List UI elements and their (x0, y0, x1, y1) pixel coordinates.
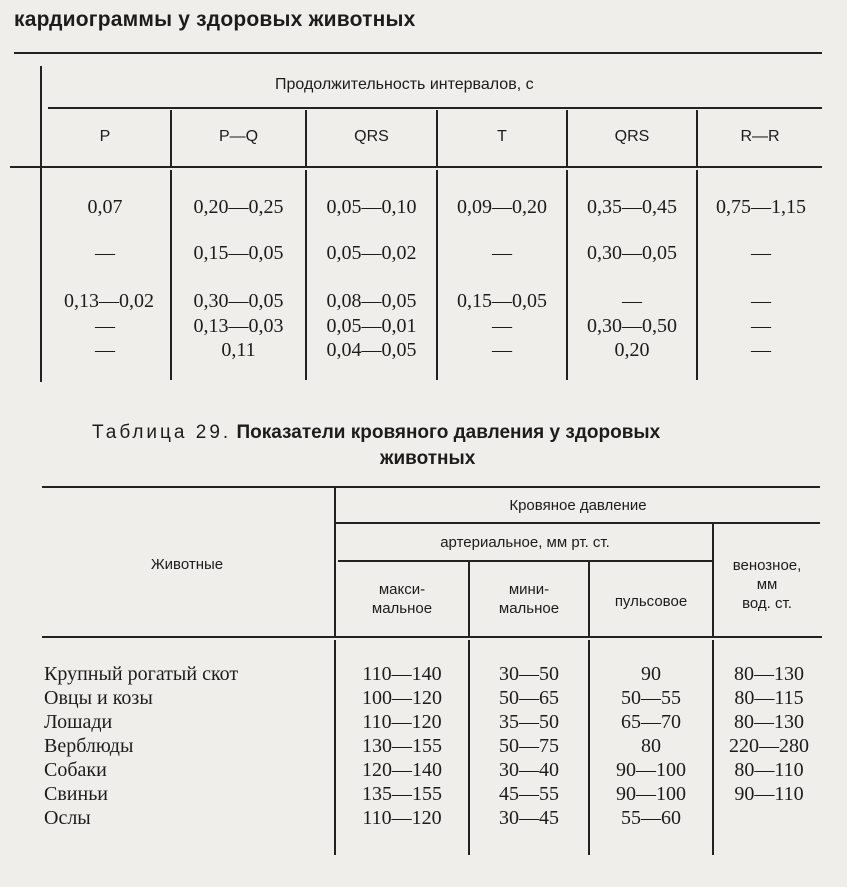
t2-r3-pulse: 65—70 (621, 711, 681, 733)
t1-r4-c6: — (751, 315, 771, 337)
t2-r5-venous: 80—110 (734, 759, 804, 781)
t2-col-venous-line3: вод. ст. (742, 595, 792, 612)
t1-r3-c6: — (751, 290, 771, 312)
t2-r6-min: 45—55 (499, 783, 559, 805)
t1-col-qrs2: QRS (614, 128, 650, 145)
t2-r3-venous: 80—130 (734, 711, 804, 733)
t2-r1-min: 30—50 (499, 663, 559, 685)
table2-label: Таблица 29. (92, 422, 232, 443)
t2-col-min-line2: мальное (498, 600, 560, 617)
t2-col-max (336, 580, 468, 618)
t2-r7-animal: Ослы (44, 807, 91, 829)
t2-r6-pulse: 90—100 (616, 783, 686, 805)
t1-r2-c6: — (751, 242, 771, 264)
t2-r2-pulse: 50—55 (621, 687, 681, 709)
t2-r6-venous: 90—110 (734, 783, 804, 805)
table1-header-rule (10, 166, 822, 168)
t2-r1-max: 110—140 (362, 663, 442, 685)
t2-col-animals: Животные (150, 556, 224, 573)
t1-r2-c5: 0,30—0,05 (587, 242, 677, 264)
t1-r5-c5: 0,20 (614, 339, 650, 361)
t1-r2-c4: — (492, 242, 512, 264)
t2-r2-venous: 80—115 (734, 687, 804, 709)
t2-col-max-line1: макси- (378, 581, 426, 598)
t1-r1-c6: 0,75—1,15 (716, 196, 806, 218)
t1-r4-c3: 0,05—0,01 (326, 315, 417, 337)
t2-r4-max: 130—155 (362, 735, 442, 757)
t1-col-t: T (497, 128, 507, 145)
t1-col-rr: R—R (740, 128, 780, 145)
t2-col-max-line2: мальное (371, 600, 433, 617)
table1-top-rule (14, 52, 822, 54)
t1-col-p: P (99, 128, 111, 145)
t1-r2-c1: — (95, 242, 115, 264)
t1-r2-c3: 0,05—0,02 (326, 242, 417, 264)
t2-r5-min: 30—40 (499, 759, 559, 781)
t1-r1-c4: 0,09—0,20 (457, 196, 547, 218)
t2-r1-venous: 80—130 (734, 663, 804, 685)
t2-subgroup-arterial: артериальное, мм рт. ст. (440, 534, 610, 551)
table1-title: кардиограммы у здоровых животных (14, 8, 416, 31)
table2-title (92, 422, 660, 444)
t2-col-pulse: пульсовое (614, 593, 688, 610)
t1-r5-c1: — (95, 339, 115, 361)
t2-col-venous-line2: мм (756, 576, 778, 593)
t2-r4-animal: Верблюды (44, 735, 134, 757)
t2-r2-animal: Овцы и козы (44, 687, 153, 709)
t1-r1-c5: 0,35—0,45 (587, 196, 677, 218)
t1-r3-c4: 0,15—0,05 (457, 290, 547, 312)
t2-r5-animal: Собаки (44, 759, 107, 781)
t2-col-min-line1: мини- (508, 581, 550, 598)
t1-r4-c5: 0,30—0,50 (587, 315, 677, 337)
t2-group-header: Кровяное давление (509, 497, 647, 514)
t1-col-qrs: QRS (354, 128, 389, 145)
table2-top-rule (42, 486, 820, 488)
t2-r6-max: 135—155 (362, 783, 442, 805)
t2-r6-animal: Свиньи (44, 783, 109, 805)
t1-col-pq: P—Q (218, 128, 259, 145)
t2-r5-pulse: 90—100 (616, 759, 686, 781)
t2-r1-pulse: 90 (641, 663, 661, 685)
t1-r1-c1: 0,07 (87, 196, 123, 218)
t2-col-venous-line1: венозное, (732, 557, 802, 574)
t1-r4-c1: — (95, 315, 115, 337)
table1-group-rule (48, 107, 822, 109)
t1-r2-c2: 0,15—0,05 (193, 242, 284, 264)
t2-col-venous (714, 556, 820, 613)
t2-subgroup-rule (338, 560, 712, 562)
t2-col-min (470, 580, 588, 618)
t1-r4-c2: 0,13—0,03 (193, 315, 284, 337)
t2-r4-pulse: 80 (641, 735, 661, 757)
t2-r2-min: 50—65 (499, 687, 559, 709)
t1-r1-c3: 0,05—0,10 (326, 196, 417, 218)
t1-r1-c2: 0,20—0,25 (193, 196, 284, 218)
table2-title-line1: Показатели кровяного давления у здоровых (236, 422, 661, 443)
t2-group-rule (336, 522, 820, 524)
t1-r3-c3: 0,08—0,05 (326, 290, 417, 312)
t2-r3-max: 110—120 (362, 711, 442, 733)
t2-r2-max: 100—120 (362, 687, 442, 709)
t1-r5-c4: — (492, 339, 512, 361)
t1-r3-c2: 0,30—0,05 (193, 290, 284, 312)
t2-r7-min: 30—45 (499, 807, 559, 829)
t2-r1-animal: Крупный рогатый скот (44, 663, 239, 685)
t2-r7-max: 110—120 (362, 807, 442, 829)
table2-header-rule (42, 636, 822, 638)
t1-r5-c2: 0,11 (221, 339, 256, 361)
t2-r4-min: 50—75 (499, 735, 559, 757)
t2-r3-animal: Лошади (44, 711, 113, 733)
table2-title-line2: животных (380, 448, 476, 469)
t2-r3-min: 35—50 (499, 711, 559, 733)
t1-r5-c3: 0,04—0,05 (326, 339, 417, 361)
t1-r5-c6: — (751, 339, 771, 361)
t2-r4-venous: 220—280 (729, 735, 809, 757)
t1-r3-c5: — (622, 290, 642, 312)
t1-r4-c4: — (492, 315, 512, 337)
t1-r3-c1: 0,13—0,02 (64, 290, 154, 312)
t2-r5-max: 120—140 (362, 759, 442, 781)
table1-group-header: Продолжительность интервалов, с (275, 76, 534, 93)
t2-r7-pulse: 55—60 (621, 807, 681, 829)
